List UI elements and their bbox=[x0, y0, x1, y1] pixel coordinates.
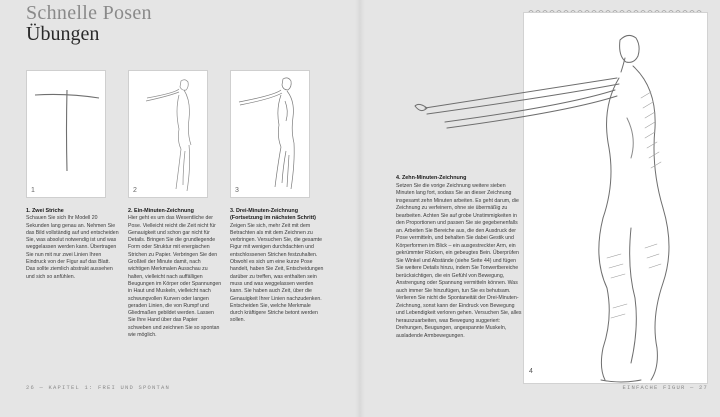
step-1-text bbox=[26, 208, 120, 281]
step-heading: 1. Zwei Striche bbox=[26, 208, 64, 214]
step-body: Schauen Sie sich Ihr Modell 20 Sekunden lang genau an. Nehmen Sie das Bild vollständig auf und entscheiden Sie, was absolut notwendig ist und was weggelassen werden kann. Übertragen Sie nun mit nur zwei Linien Ihren Eindruck von der Figur auf das Blatt. Das sollte ziemlich abstrakt aussehen und sich so anfühlen. bbox=[26, 215, 119, 280]
step-2-text bbox=[128, 208, 222, 339]
sketch-thumbnail-1 bbox=[26, 70, 106, 198]
thumbnail-number: 3 bbox=[235, 187, 239, 194]
title-line-1: Schnelle Posen bbox=[26, 2, 152, 24]
step-heading: 3. Drei-Minuten-Zeichnung (Fortsetzung im nächsten Schritt) bbox=[230, 208, 316, 222]
thumbnail-number: 2 bbox=[133, 187, 137, 194]
page-title bbox=[26, 3, 152, 45]
sketch-number: 4 bbox=[529, 368, 533, 375]
thumbnail-number: 1 bbox=[31, 187, 35, 194]
footer-right: EINFACHE FIGUR — 27 bbox=[622, 384, 708, 391]
page-gutter bbox=[355, 0, 365, 417]
sketch-thumbnail-3 bbox=[230, 70, 310, 198]
sketch-thumbnail-2 bbox=[128, 70, 208, 198]
two-lines-sketch bbox=[27, 71, 107, 199]
step-heading: 2. Ein-Minuten-Zeichnung bbox=[128, 208, 194, 214]
step-body: Setzen Sie die vorige Zeichnung weitere sieben Minuten lang fort, sodass Sie an dieser Zeichnung insgesamt zehn Minuten arbeiten. Es geht darum, die Zeichnung zu verfeinern, ohne sie übermäßig zu bearbeiten. Achten Sie auf grobe Unstimmigkeiten in den Proportionen und passen Sie sie gegebenenfalls an. Arbeiten Sie Bereiche aus, die den Ausdruck der Pose vermitteln, und behalten Sie dabei Gestik und Körperformen im Blick – ein ausgestreckter Arm, ein gekrümmter Rücken, ein gebeugtes Bein. Überprüfen Sie Winkel und Abstände (siehe Seite 44) und fügen Sie weitere Details hinzu, indem Sie Tonwertbereiche berücksichtigen, die ein Gefühl von Bewegung, Anstrengung oder Spannung vermitteln können. Was auch immer Sie hinzufügen, tun Sie es behutsam. Verlieren Sie nicht die Spontaneität der Drei-Minuten-Zeichnung, sonst kann der Eindruck von Bewegung und Lebendigkeit verloren gehen. Versuchen Sie, alles herauszuarbeiten, was Bewegung suggeriert: Drehungen, Beugungen, angespannte Muskeln, ausladende Armbewegungen. bbox=[396, 182, 522, 339]
step-heading: 4. Zehn-Minuten-Zeichnung bbox=[396, 175, 467, 181]
step-body: Hier geht es um das Wesentliche der Pose. Vielleicht reicht die Zeit nicht für Genauigkeit und schon gar nicht für Details. Bringen Sie die grundlegende Form oder Struktur mit energischen Strichen zu Papier. Verbringen Sie den Großteil der Minute damit, nach wichtigen Merkmalen Ausschau zu halten, vielleicht nach auffälligen Beugungen im Körper oder Spannungen in Haut und Muskeln, vielleicht nach schwungvollen Kurven oder langen geraden Linien, die von Rumpf und Gliedmaßen gebildet werden. Lassen Sie Ihre Hand über das Papier schweben und zeichnen Sie so spontan wie möglich. bbox=[128, 215, 222, 339]
step-3-text bbox=[230, 208, 325, 325]
footer-left: 26 — KAPITEL 1: FREI UND SPONTAN bbox=[26, 384, 171, 391]
step-body: Zeigen Sie sich, mehr Zeit mit dem Betrachten als mit dem Zeichnen zu verbringen. Versuchen Sie, die gesamte Figur mit wenigen durchdachten und entschlossenen Strichen festzuhalten. Obwohl es sich um eine kurze Pose handelt, haben Sie Zeit, Entscheidungen darüber zu treffen, was enthalten sein muss und was weggelassen werden kann. Sie haben auch Zeit, über die Genauigkeit Ihrer Linien nachzudenken. Entscheiden Sie, welche Merkmale durch kräftigere Striche betont werden sollen. bbox=[230, 222, 324, 324]
ten-minute-figure-drawing bbox=[405, 18, 705, 384]
title-line-2: Übungen bbox=[26, 23, 100, 45]
one-minute-figure-sketch bbox=[129, 71, 209, 199]
three-minute-figure-sketch bbox=[231, 71, 311, 199]
